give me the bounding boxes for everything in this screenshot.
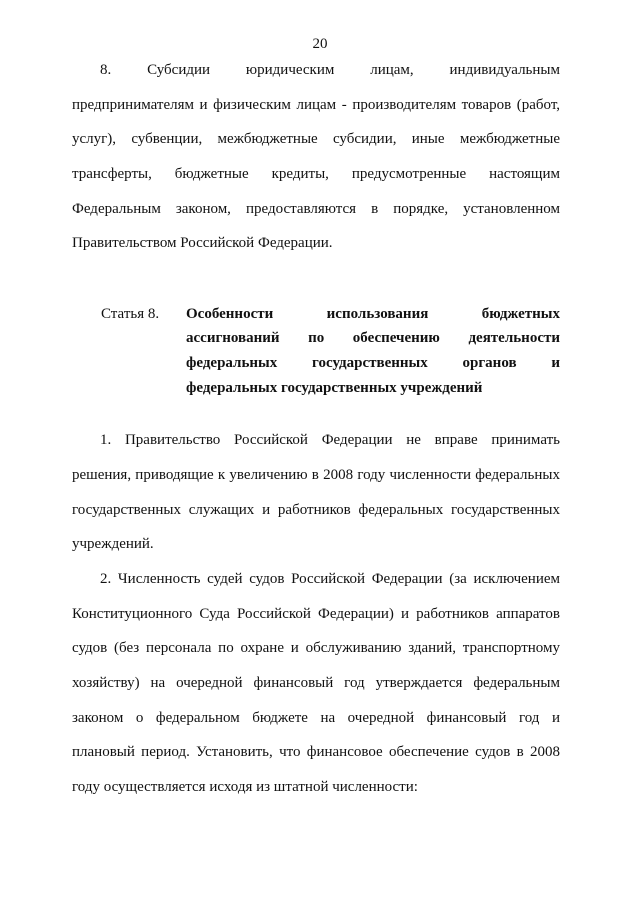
page-number: 20 (312, 36, 328, 52)
clause-2-line-7: году осуществляется исходя из штатной численности: (72, 779, 418, 795)
paragraph-8-line-1: 8. Субсидии юридическим лицам, индивидуальным (100, 62, 560, 78)
clause-2-line-3: судов (без персонала по охране и обслуживанию зданий, транспортному (72, 640, 560, 656)
clause-2-line-2: Конституционного Суда Российской Федерации) и работников аппаратов (72, 606, 560, 622)
article-title-line-3: федеральных государственных органов и (186, 355, 560, 371)
clause-1-line-2: решения, приводящие к увеличению в 2008 году численности федеральных (72, 467, 560, 483)
paragraph-8-line-6: Правительством Российской Федерации. (72, 235, 333, 251)
paragraph-8-line-5: Федеральным законом, предоставляются в порядке, установленном (72, 201, 560, 217)
paragraph-8-line-3: услуг), субвенции, межбюджетные субсидии, иные межбюджетные (72, 131, 560, 147)
clause-1-line-3: государственных служащих и работников федеральных государственных (72, 502, 560, 518)
article-label: Статья 8. (101, 306, 160, 322)
article-title-line-4: федеральных государственных учреждений (186, 380, 483, 396)
article-title-line-2: ассигнований по обеспечению деятельности (186, 330, 560, 346)
clause-2-line-4: хозяйству) на очередной финансовый год утверждается федеральным (72, 675, 560, 691)
clause-2-line-1: 2. Численность судей судов Российской Федерации (за исключением (100, 571, 560, 587)
clause-2-line-6: плановый период. Установить, что финансовое обеспечение судов в 2008 (72, 744, 560, 760)
paragraph-8-line-2: предпринимателям и физическим лицам - производителям товаров (работ, (72, 97, 560, 113)
clause-1-line-1: 1. Правительство Российской Федерации не вправе принимать (100, 432, 560, 448)
article-title-line-1: Особенности использования бюджетных (186, 306, 560, 322)
clause-2-line-5: законом о федеральном бюджете на очередной финансовый год и (72, 710, 560, 726)
paragraph-8-line-4: трансферты, бюджетные кредиты, предусмотренные настоящим (72, 166, 560, 182)
clause-1-line-4: учреждений. (72, 536, 154, 552)
